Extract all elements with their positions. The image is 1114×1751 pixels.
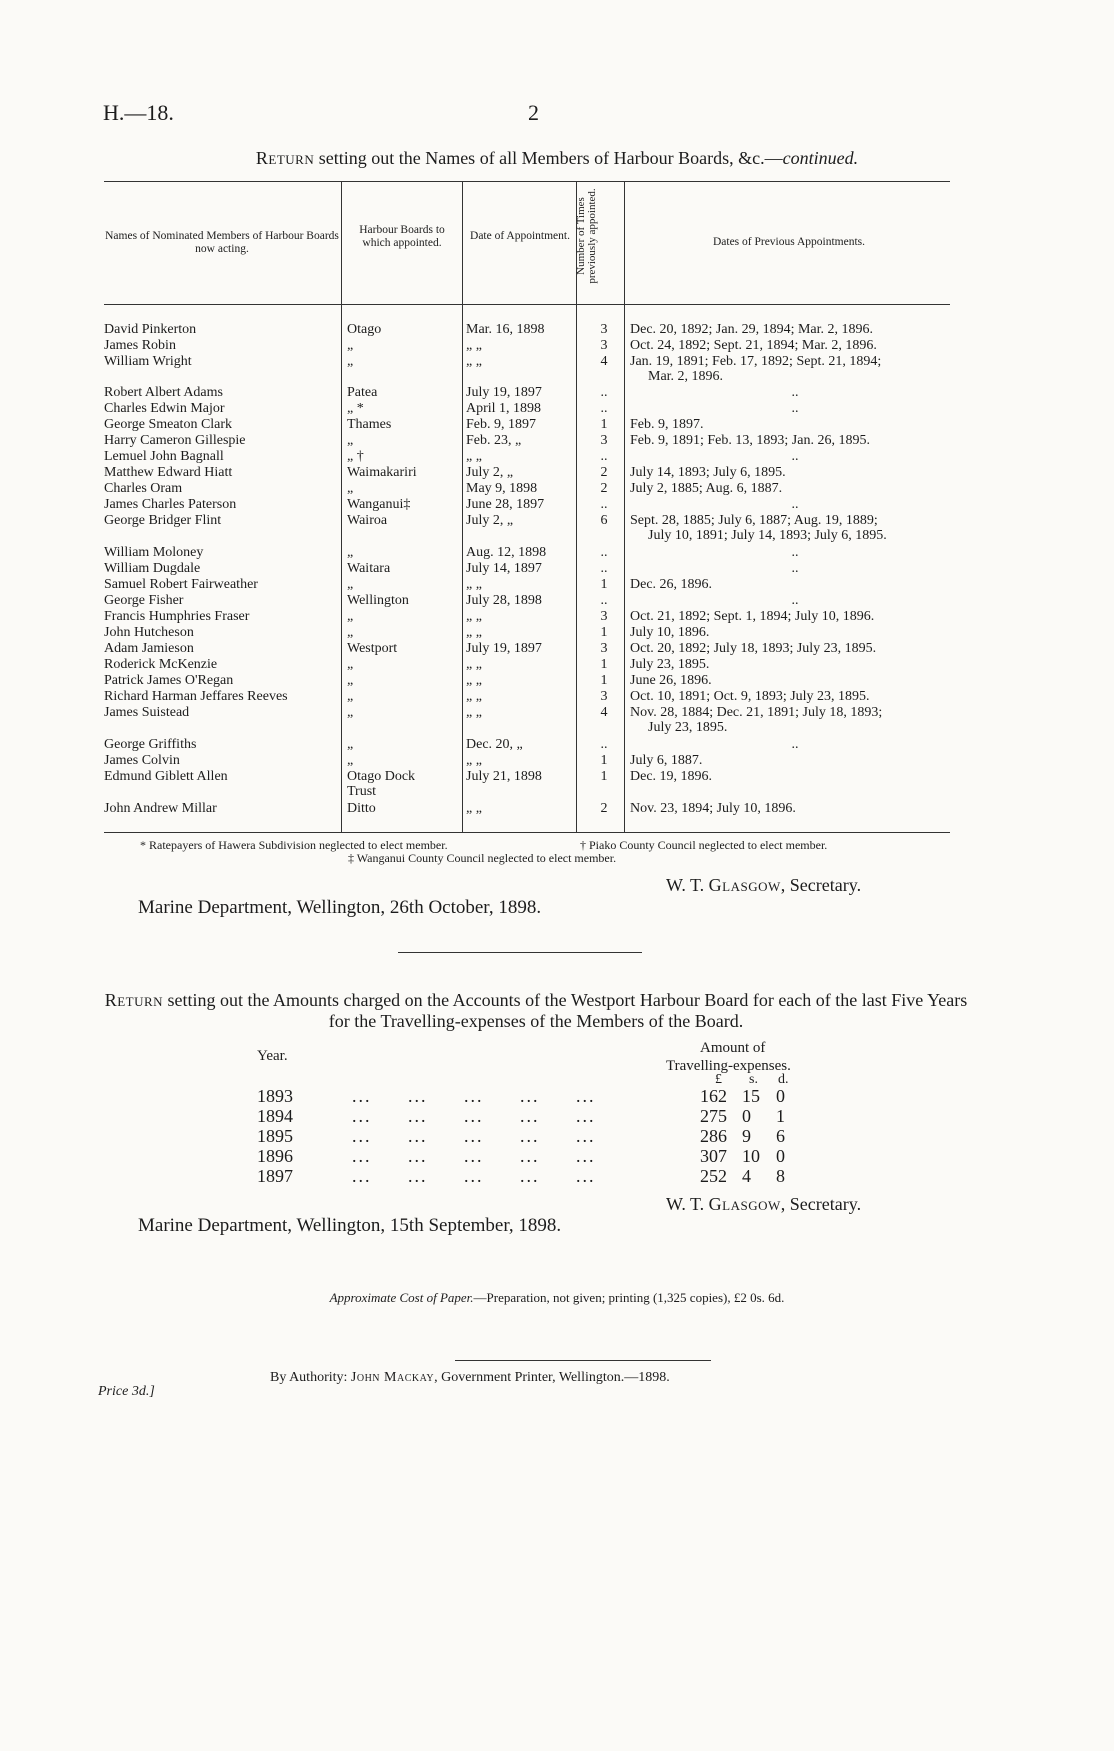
times-appointed: 3 (600, 338, 608, 353)
appointment-date: „ „ (466, 338, 482, 353)
appointment-date: „ „ (466, 577, 482, 592)
member-name: Harry Cameron Gillespie (104, 433, 246, 448)
harbour-board: Patea (347, 385, 378, 400)
appointment-date: July 19, 1897 (466, 385, 542, 400)
leader-dots: ... ... ... ... ... (352, 1126, 596, 1146)
table2-pounds: 252 (700, 1166, 727, 1186)
table2-head-amount: Amount of (700, 1040, 766, 1056)
harbour-board: „ (347, 433, 354, 448)
member-name: Edmund Giblett Allen (104, 769, 228, 784)
appointment-date: July 19, 1897 (466, 641, 542, 656)
table1-header-rule (104, 304, 950, 305)
times-appointed: 2 (600, 465, 608, 480)
appointment-date: Feb. 9, 1897 (466, 417, 536, 432)
table2-pence: 1 (776, 1106, 785, 1126)
table2-shillings: 15 (742, 1086, 760, 1106)
member-name: Lemuel John Bagnall (104, 449, 224, 464)
price: Price 3d.] (98, 1384, 155, 1399)
harbour-board: Otago Dock (347, 769, 416, 784)
times-appointed: 1 (600, 657, 608, 672)
table2-year: 1896 (257, 1146, 293, 1166)
col-divider-2 (462, 181, 463, 832)
footnote-wanganui: ‡ Wanganui County Council neglected to elect member. (348, 851, 617, 865)
times-appointed: .. (600, 737, 608, 752)
table2-head-pence: d. (778, 1072, 789, 1087)
table2-year: 1897 (257, 1166, 293, 1186)
footer-rule (455, 1360, 711, 1361)
cost-of-paper (0, 1290, 1114, 1306)
table2-year: 1894 (257, 1106, 293, 1126)
harbour-board: Wellington (347, 593, 409, 608)
appointment-date: „ „ (466, 705, 482, 720)
times-appointed: 3 (600, 641, 608, 656)
member-name: George Smeaton Clark (104, 417, 233, 432)
col-divider-4 (624, 181, 625, 832)
times-appointed: 1 (600, 769, 608, 784)
harbour-board: „ (347, 577, 354, 592)
table1-title-lead: Return (255, 148, 315, 168)
appointment-date: „ „ (466, 801, 482, 816)
member-name: David Pinkerton (104, 322, 197, 337)
times-appointed: 1 (600, 753, 608, 768)
previous-appointments: Feb. 9, 1897. (630, 417, 704, 432)
table1-title (0, 148, 1114, 169)
harbour-board: „ * (347, 401, 364, 416)
harbour-board: Wanganui‡ (347, 497, 411, 512)
times-appointed: .. (600, 497, 608, 512)
signature-1: W. T. Glasgow, Secretary. (666, 875, 862, 895)
table2-pounds: 275 (700, 1106, 727, 1126)
appointment-date: „ „ (466, 449, 482, 464)
header-date: Date of Appointment. (470, 230, 570, 242)
member-name: George Bridger Flint (104, 513, 222, 528)
previous-appointments: Oct. 21, 1892; Sept. 1, 1894; July 10, 1896. (630, 609, 875, 624)
harbour-board: „ (347, 609, 354, 624)
harbour-board: „ (347, 657, 354, 672)
table2-year: 1895 (257, 1126, 293, 1146)
previous-appointments: .. (791, 545, 799, 560)
previous-appointments: Sept. 28, 1885; July 6, 1887; Aug. 19, 1889; (630, 513, 878, 528)
previous-appointments: July 23, 1895. (630, 657, 710, 672)
header-boards: Harbour Boards to which appointed. (359, 224, 445, 249)
table2-head-shillings: s. (749, 1072, 758, 1087)
member-name: Samuel Robert Fairweather (104, 577, 258, 592)
previous-appointments: June 26, 1896. (630, 673, 712, 688)
previous-appointments: .. (791, 385, 799, 400)
member-name: James Robin (104, 338, 176, 353)
table1-title-continued: continued. (782, 148, 859, 168)
appointment-date: July 2, „ (466, 465, 514, 480)
department-date-1: Marine Department, Wellington, 26th October, 1898. (138, 897, 542, 918)
previous-appointments: Oct. 10, 1891; Oct. 9, 1893; July 23, 1895. (630, 689, 870, 704)
member-name: Adam Jamieson (104, 641, 194, 656)
appointment-date: „ „ (466, 753, 482, 768)
appointment-date: „ „ (466, 354, 482, 369)
table1-top-rule (104, 181, 950, 182)
harbour-board: „ † (347, 449, 364, 464)
previous-appointments: Nov. 23, 1894; July 10, 1896. (630, 801, 796, 816)
appointment-date: „ „ (466, 657, 482, 672)
leader-dots: ... ... ... ... ... (352, 1146, 596, 1166)
leader-dots: ... ... ... ... ... (352, 1086, 596, 1106)
page-number: 2 (528, 100, 539, 125)
appointment-date: „ „ (466, 609, 482, 624)
appointment-date: July 28, 1898 (466, 593, 542, 608)
harbour-board: Thames (347, 417, 392, 432)
times-appointed: 4 (600, 354, 608, 369)
times-appointed: 3 (600, 433, 608, 448)
table2-title-lead: Return (104, 990, 164, 1010)
cost-text: —Preparation, not given; printing (1,325 copies), £2 0s. 6d. (473, 1290, 785, 1305)
harbour-board: „ (347, 753, 354, 768)
table1-bottom-rule (104, 832, 950, 833)
table2-head-year: Year. (257, 1048, 288, 1064)
member-name: William Dugdale (104, 561, 201, 576)
previous-appointments: Jan. 19, 1891; Feb. 17, 1892; Sept. 21, 1894; (630, 354, 882, 369)
col-divider-1 (341, 181, 342, 832)
table1-title-rest: setting out the Names of all Members of Harbour Boards, &c.— (314, 148, 783, 168)
member-name: Patrick James O'Regan (104, 673, 234, 688)
previous-appointments: .. (791, 449, 799, 464)
member-name: George Fisher (104, 593, 184, 608)
appointment-date: April 1, 1898 (466, 401, 542, 416)
authority-line: By Authority: John Mackay, Government Printer, Wellington.—1898. (270, 1370, 670, 1385)
table2-shillings: 4 (742, 1166, 751, 1186)
appointment-date: Aug. 12, 1898 (466, 545, 547, 560)
appointment-date: „ „ (466, 689, 482, 704)
appointment-date: June 28, 1897 (466, 497, 545, 512)
appointment-date: Dec. 20, „ (466, 737, 523, 752)
department-date-2: Marine Department, Wellington, 15th September, 1898. (138, 1215, 562, 1236)
table2-shillings: 0 (742, 1106, 751, 1126)
previous-appointments: July 2, 1885; Aug. 6, 1887. (630, 481, 783, 496)
previous-appointments-cont: Mar. 2, 1896. (648, 369, 724, 384)
header-previous: Dates of Previous Appointments. (712, 236, 866, 248)
harbour-board: „ (347, 673, 354, 688)
member-name: Richard Harman Jeffares Reeves (104, 689, 288, 704)
previous-appointments: .. (791, 737, 799, 752)
previous-appointments: July 14, 1893; July 6, 1895. (630, 465, 786, 480)
previous-appointments: Oct. 20, 1892; July 18, 1893; July 23, 1895. (630, 641, 877, 656)
header-number: Number of Times previously appointed. (575, 188, 598, 284)
times-appointed: .. (600, 593, 608, 608)
table2-title-rest: setting out the Amounts charged on the Accounts of the Westport Harbour Board for each of the last Five Years for the Travelling-expenses of the Members of the Board. (163, 990, 968, 1031)
previous-appointments: Dec. 19, 1896. (630, 769, 713, 784)
header-names: Names of Nominated Members of Harbour Boards now acting. (105, 230, 339, 255)
member-name: Charles Edwin Major (104, 401, 225, 416)
times-appointed: 4 (600, 705, 608, 720)
previous-appointments: Oct. 24, 1892; Sept. 21, 1894; Mar. 2, 1896. (630, 338, 877, 353)
appointment-date: July 2, „ (466, 513, 514, 528)
previous-appointments: .. (791, 593, 799, 608)
table2-head-amount2: Travelling-expenses. (666, 1058, 791, 1074)
previous-appointments: July 6, 1887. (630, 753, 703, 768)
previous-appointments: July 10, 1896. (630, 625, 710, 640)
table2-pounds: 162 (700, 1086, 727, 1106)
times-appointed: .. (600, 449, 608, 464)
table2-pounds: 307 (700, 1146, 727, 1166)
appointment-date: July 14, 1897 (466, 561, 542, 576)
table2-pence: 0 (776, 1146, 785, 1166)
harbour-board: Westport (347, 641, 398, 656)
member-name: James Suistead (104, 705, 190, 720)
section-separator (398, 952, 642, 953)
harbour-board: „ (347, 545, 354, 560)
harbour-board: Ditto (347, 801, 376, 816)
times-appointed: 2 (600, 801, 608, 816)
harbour-board: „ (347, 737, 354, 752)
member-name: George Griffiths (104, 737, 197, 752)
harbour-board: Waitara (347, 561, 391, 576)
member-name: James Charles Paterson (104, 497, 237, 512)
harbour-board: „ (347, 481, 354, 496)
harbour-board: „ (347, 354, 354, 369)
times-appointed: 1 (600, 417, 608, 432)
times-appointed: .. (600, 401, 608, 416)
harbour-board: „ (347, 625, 354, 640)
harbour-board: „ (347, 338, 354, 353)
member-name: William Wright (104, 354, 192, 369)
member-name: Matthew Edward Hiatt (104, 465, 233, 480)
times-appointed: 1 (600, 673, 608, 688)
harbour-board: Otago (347, 322, 382, 337)
leader-dots: ... ... ... ... ... (352, 1106, 596, 1126)
table2-year: 1893 (257, 1086, 293, 1106)
table2-shillings: 10 (742, 1146, 760, 1166)
previous-appointments-cont: July 23, 1895. (648, 720, 728, 735)
appointment-date: „ „ (466, 673, 482, 688)
times-appointed: 3 (600, 689, 608, 704)
footnote-piako: † Piako County Council neglected to elect member. (580, 838, 828, 852)
table2-pounds: 286 (700, 1126, 727, 1146)
previous-appointments: .. (791, 497, 799, 512)
table2-pence: 6 (776, 1126, 785, 1146)
table2-pence: 0 (776, 1086, 785, 1106)
times-appointed: 1 (600, 577, 608, 592)
times-appointed: 2 (600, 481, 608, 496)
harbour-board: „ (347, 689, 354, 704)
harbour-board-cont: Trust (347, 784, 377, 799)
table2-title (96, 990, 976, 1032)
document-reference: H.—18. (103, 100, 174, 125)
member-name: John Andrew Millar (104, 801, 217, 816)
times-appointed: 1 (600, 625, 608, 640)
harbour-board: „ (347, 705, 354, 720)
table2-head-pounds: £ (715, 1072, 722, 1087)
member-name: Roderick McKenzie (104, 657, 218, 672)
appointment-date: Mar. 16, 1898 (466, 322, 545, 337)
times-appointed: 3 (600, 322, 608, 337)
previous-appointments: Dec. 26, 1896. (630, 577, 713, 592)
appointment-date: „ „ (466, 625, 482, 640)
member-name: Charles Oram (104, 481, 183, 496)
member-name: John Hutcheson (104, 625, 194, 640)
times-appointed: .. (600, 545, 608, 560)
previous-appointments-cont: July 10, 1891; July 14, 1893; July 6, 1895. (648, 528, 887, 543)
table2-pence: 8 (776, 1166, 785, 1186)
times-appointed: 3 (600, 609, 608, 624)
previous-appointments: Feb. 9, 1891; Feb. 13, 1893; Jan. 26, 1895. (630, 433, 870, 448)
times-appointed: .. (600, 385, 608, 400)
member-name: Robert Albert Adams (104, 385, 223, 400)
member-name: William Moloney (104, 545, 204, 560)
times-appointed: .. (600, 561, 608, 576)
signature-2: W. T. Glasgow, Secretary. (666, 1194, 862, 1214)
previous-appointments: .. (791, 401, 799, 416)
previous-appointments: Dec. 20, 1892; Jan. 29, 1894; Mar. 2, 1896. (630, 322, 874, 337)
footnote-hawera: * Ratepayers of Hawera Subdivision neglected to elect member. (140, 838, 448, 852)
appointment-date: May 9, 1898 (466, 481, 538, 496)
cost-label: Approximate Cost of Paper. (329, 1290, 474, 1305)
leader-dots: ... ... ... ... ... (352, 1166, 596, 1186)
previous-appointments: .. (791, 561, 799, 576)
appointment-date: Feb. 23, „ (466, 433, 522, 448)
times-appointed: 6 (600, 513, 608, 528)
appointment-date: July 21, 1898 (466, 769, 542, 784)
table2-shillings: 9 (742, 1126, 751, 1146)
member-name: James Colvin (104, 753, 180, 768)
harbour-board: Waimakariri (347, 465, 417, 480)
previous-appointments: Nov. 28, 1884; Dec. 21, 1891; July 18, 1893; (630, 705, 883, 720)
member-name: Francis Humphries Fraser (104, 609, 250, 624)
harbour-board: Wairoa (347, 513, 388, 528)
